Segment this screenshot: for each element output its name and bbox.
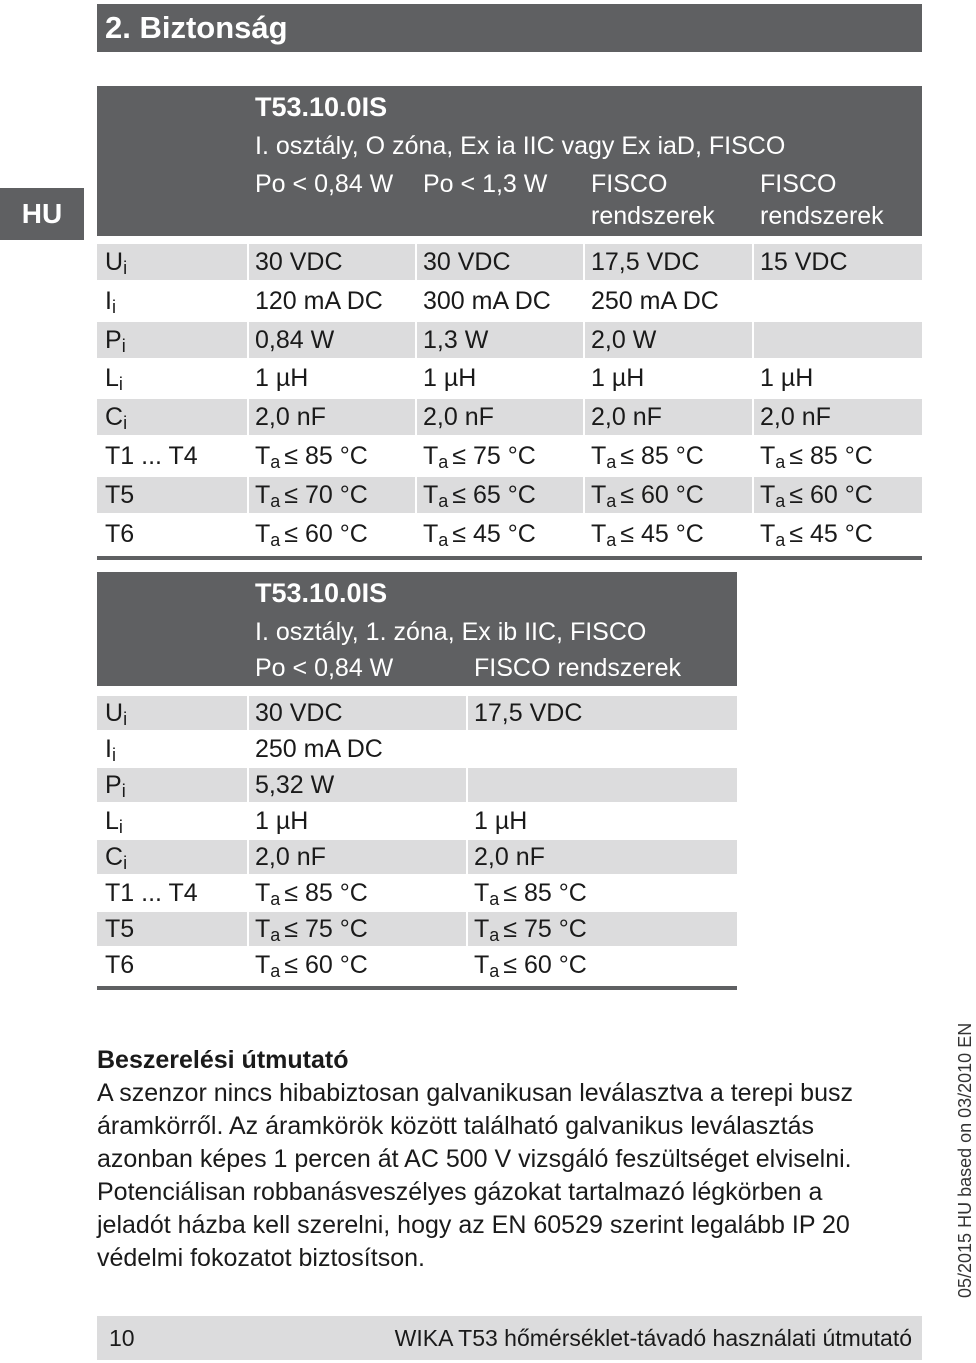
table-cell: 17,5 VDC <box>474 699 583 727</box>
table-row <box>97 912 737 946</box>
table-cell: 30 VDC <box>255 699 343 727</box>
column-header: FISCO <box>591 170 668 198</box>
table-cell: 0,84 W <box>255 325 335 354</box>
column-divider <box>247 948 249 982</box>
column-divider <box>466 768 468 802</box>
table-cell: 1 µH <box>255 807 309 835</box>
table-cell: 30 VDC <box>255 248 343 276</box>
column-divider <box>415 477 417 513</box>
installation-line: azonban képes 1 percen át AC 500 V vizsgáló feszültséget elviselni. <box>97 1145 852 1173</box>
installation-line: A szenzor nincs hibabiztosan galvanikusan leválasztva a terepi busz <box>97 1079 853 1107</box>
column-divider <box>415 360 417 396</box>
column-divider <box>247 876 249 910</box>
table-cell: 1 µH <box>474 807 528 835</box>
table-row <box>97 322 922 358</box>
table-cell: 250 mA DC <box>591 286 719 315</box>
table-row <box>97 768 737 802</box>
column-header: FISCO rendszerek <box>474 654 682 682</box>
column-divider <box>583 283 585 319</box>
table-cell: 1 µH <box>591 364 645 393</box>
revision-note: 05/2015 HU based on 03/2010 EN <box>955 1022 975 1298</box>
table-cell: $T_a \le 65$ °C <box>423 480 536 511</box>
column-divider <box>752 477 754 513</box>
column-divider <box>247 399 249 435</box>
row-label: $L_i$ <box>105 364 123 395</box>
row-label: $I_i$ <box>105 286 116 317</box>
table-cell: $T_a \le 75$ °C <box>423 442 536 472</box>
column-divider <box>583 516 585 552</box>
column-divider <box>247 477 249 513</box>
table-cell: 2,0 nF <box>760 403 831 432</box>
column-divider <box>583 438 585 474</box>
column-divider <box>247 732 249 766</box>
table-cell: $T_a \le 85$ °C <box>760 442 873 472</box>
column-divider <box>247 360 249 396</box>
table-row <box>97 516 922 552</box>
column-divider <box>466 876 468 910</box>
table-cell: 5,32 W <box>255 771 335 799</box>
table-subtitle: I. osztály, O zóna, Ex ia IIC vagy Ex iaD, FISCO <box>255 132 786 160</box>
column-divider <box>583 399 585 435</box>
table-header <box>97 86 922 236</box>
table-row <box>97 477 922 513</box>
column-divider <box>752 360 754 396</box>
column-divider <box>583 244 585 280</box>
table-cell: $T_a \le 70$ °C <box>255 480 368 511</box>
table-bottom-rule <box>97 556 922 560</box>
row-label: $P_i$ <box>105 325 126 356</box>
table-bottom-rule <box>97 986 737 990</box>
installation-line: áramkörről. Az áramkörök között található galvanikus leválasztás <box>97 1112 814 1140</box>
column-divider <box>415 438 417 474</box>
table-subtitle: I. osztály, 1. zóna, Ex ib IIC, FISCO <box>255 618 647 646</box>
table-row <box>97 948 737 982</box>
row-label: T1 ... T4 <box>105 879 198 907</box>
column-divider <box>752 516 754 552</box>
column-divider <box>247 516 249 552</box>
column-divider <box>415 399 417 435</box>
column-divider <box>583 322 585 358</box>
table-cell: $T_a \le 85$ °C <box>591 442 704 472</box>
column-divider <box>752 399 754 435</box>
row-label: T5 <box>105 915 135 943</box>
table-cell: 15 VDC <box>760 248 848 276</box>
column-header-line2: rendszerek <box>591 202 715 230</box>
installation-line: jeladót házba kell szerelni, hogy az EN 60529 szerint legalább IP 20 <box>97 1211 850 1239</box>
table-cell: 1,3 W <box>423 325 489 354</box>
row-label: $P_i$ <box>105 771 126 801</box>
model-label: T53.10.0IS <box>255 578 388 608</box>
page-number: 10 <box>109 1325 135 1351</box>
installation-notes <box>97 1044 927 1275</box>
table-cell: $T_a \le 75$ °C <box>255 915 368 945</box>
table-row <box>97 244 922 280</box>
footer-title: WIKA T53 hőmérséklet-távadó használati útmutató <box>394 1325 912 1351</box>
table-cell: 2,0 nF <box>255 403 326 432</box>
column-divider <box>247 438 249 474</box>
table-row <box>97 399 922 435</box>
table-cell: 2,0 nF <box>474 843 545 871</box>
table-header <box>97 572 737 686</box>
column-divider <box>247 804 249 838</box>
section-title: 2. Biztonság <box>97 4 922 52</box>
table-cell: $T_a \le 45$ °C <box>591 519 704 550</box>
column-divider <box>415 322 417 358</box>
row-label: $U_i$ <box>105 699 128 729</box>
table-cell: 30 VDC <box>423 248 511 276</box>
table-row <box>97 283 922 319</box>
table-cell: 2,0 nF <box>423 403 494 432</box>
table-cell: 2,0 W <box>591 325 657 354</box>
column-divider <box>466 732 468 766</box>
column-header-line2: rendszerek <box>760 202 884 230</box>
row-label: T6 <box>105 951 135 979</box>
ratings-table-zone0 <box>97 86 922 558</box>
column-divider <box>466 912 468 946</box>
column-header: Po < 0,84 W <box>255 654 394 682</box>
row-label: $L_i$ <box>105 807 123 837</box>
column-divider <box>415 516 417 552</box>
table-cell: $T_a \le 60$ °C <box>255 951 368 981</box>
column-divider <box>466 948 468 982</box>
column-divider <box>583 360 585 396</box>
column-divider <box>247 768 249 802</box>
column-header: Po < 0,84 W <box>255 170 394 198</box>
ratings-table-zone1 <box>97 572 737 988</box>
table-cell: 2,0 nF <box>255 843 326 871</box>
column-divider <box>247 840 249 874</box>
table-cell: $T_a \le 85$ °C <box>255 879 368 909</box>
row-label: T6 <box>105 519 135 548</box>
column-divider <box>247 696 249 730</box>
table-row <box>97 840 737 874</box>
table-row <box>97 360 922 396</box>
row-label: T5 <box>105 480 135 509</box>
column-divider <box>583 477 585 513</box>
column-divider <box>466 840 468 874</box>
table-cell: $T_a \le 75$ °C <box>474 915 587 945</box>
column-divider <box>752 244 754 280</box>
model-label: T53.10.0IS <box>255 92 388 122</box>
column-divider <box>247 244 249 280</box>
column-header: Po < 1,3 W <box>423 170 548 198</box>
table-cell: 300 mA DC <box>423 286 551 315</box>
installation-line: Potenciálisan robbanásveszélyes gázokat tartalmazó légkörben a <box>97 1178 823 1206</box>
table-row <box>97 696 737 730</box>
installation-heading: Beszerelési útmutató <box>97 1046 349 1074</box>
row-label: $C_i$ <box>105 843 128 873</box>
table-cell: $T_a \le 85$ °C <box>474 879 587 909</box>
column-divider <box>752 283 754 319</box>
column-divider <box>247 322 249 358</box>
table-cell: 250 mA DC <box>255 735 383 763</box>
column-header: FISCO <box>760 170 837 198</box>
table-row <box>97 876 737 910</box>
table-row <box>97 804 737 838</box>
table-cell: $T_a \le 45$ °C <box>760 519 873 550</box>
table-cell: $T_a \le 85$ °C <box>255 442 368 472</box>
table-row <box>97 438 922 474</box>
table-cell: 1 µH <box>423 364 477 393</box>
table-cell: 1 µH <box>760 364 814 393</box>
table-cell: 2,0 nF <box>591 403 662 432</box>
installation-line: védelmi fokozatot biztosítson. <box>97 1244 425 1272</box>
table-cell: $T_a \le 60$ °C <box>474 951 587 981</box>
column-divider <box>415 244 417 280</box>
table-cell: 17,5 VDC <box>591 248 700 276</box>
table-cell: $T_a \le 45$ °C <box>423 519 536 550</box>
column-divider <box>466 696 468 730</box>
column-divider <box>415 283 417 319</box>
column-divider <box>247 912 249 946</box>
table-cell: 1 µH <box>255 364 309 393</box>
table-cell: $T_a \le 60$ °C <box>255 519 368 550</box>
language-tab: HU <box>0 188 84 240</box>
row-label: $C_i$ <box>105 403 128 434</box>
table-row <box>97 732 737 766</box>
table-cell: 120 mA DC <box>255 286 383 315</box>
column-divider <box>247 283 249 319</box>
column-divider <box>752 438 754 474</box>
row-label: T1 ... T4 <box>105 442 198 470</box>
table-cell: $T_a \le 60$ °C <box>591 480 704 511</box>
row-label: $U_i$ <box>105 248 128 278</box>
column-divider <box>466 804 468 838</box>
page-footer <box>97 1316 922 1360</box>
column-divider <box>752 322 754 358</box>
table-cell: $T_a \le 60$ °C <box>760 480 873 511</box>
row-label: $I_i$ <box>105 735 116 765</box>
